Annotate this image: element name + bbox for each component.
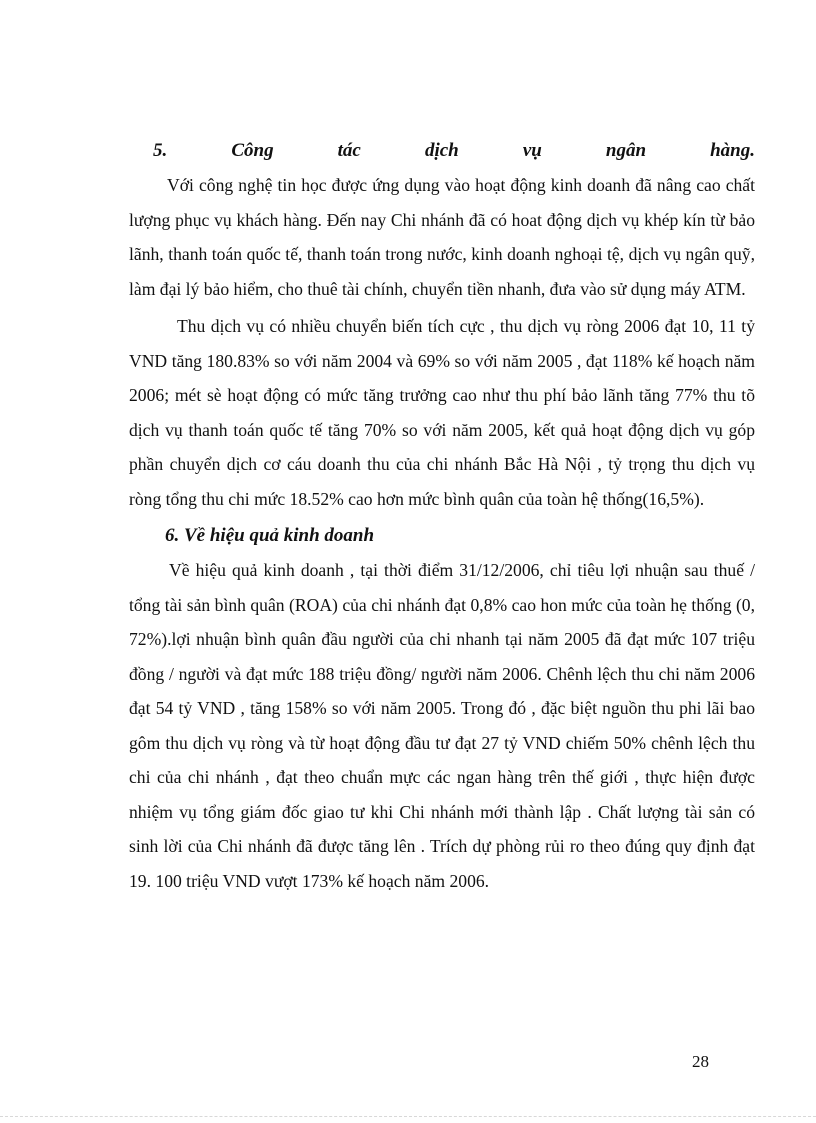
heading-word: vụ — [522, 140, 542, 161]
section-5-paragraph-2: Thu dịch vụ có nhiều chuyển biến tích cực , thu dịch vụ ròng 2006 đạt 10, 11 tỷ VND tăng 180.83% so với năm 2004 và 69% so với năm 2005 , đạt 118% kế hoạch năm 2006; mét sè hoạt động có mức tăng trưởng cao như thu phí bảo lãnh tăng 77% thu tõ dịch vụ thanh toán quốc tế tăng 70% so với năm 2005, kết quả hoạt động dịch vụ góp phần chuyển dịch cơ cáu doanh thu của chi nhánh Bắc Hà Nội , tỷ trọng thu dịch vụ ròng tổng thu chi mức 18.52% cao hơn mức bình quân của toàn hệ thống(16,5%). — [129, 316, 755, 509]
heading-word: tác — [337, 140, 361, 161]
heading-word: hàng. — [710, 140, 755, 161]
section-6-paragraph-1: Về hiệu quả kinh doanh , tại thời điểm 31/12/2006, chỉ tiêu lợi nhuận sau thuế / tổng tài sản bình quân (ROA) của chi nhánh đạt 0,8% cao hon mức của toàn hẹ thống (0, 72%).lợi nhuận bình quân đầu người của chi nhanh tại năm 2005 đã đạt mức 107 triệu đồng / người và đạt mức 188 triệu đồng/ người năm 2006. Chênh lệch thu chi năm 2006 đạt 54 tỷ VND , tăng 158% so với năm 2005. Trong đó , đặc biệt nguồn thu phi lãi bao gôm thu dịch vụ ròng và từ hoạt động đầu tư đạt 27 tỷ VND chiếm 50% chênh lệch thu chi của chi nhánh , đạt theo chuẩn mực các ngan hàng trên thế giới , thực hiện được nhiệm vụ tổng giám đốc giao tư khi Chi nhánh mới thành lập . Chất lượng tài sản có sinh lời của Chi nhánh đã được tăng lên . Trích dự phòng rủi ro theo đúng quy định đạt 19. 100 triệu VND vượt 173% kế hoạch năm 2006. — [129, 560, 755, 891]
section-6-heading: 6. Về hiệu quả kinh doanh — [165, 525, 375, 546]
section-5-heading — [129, 134, 755, 168]
page-content — [129, 134, 755, 901]
page-number: 28 — [692, 1052, 709, 1071]
heading-word: Công — [231, 140, 274, 161]
heading-word: dịch — [424, 140, 459, 161]
heading-word: 5. — [153, 140, 168, 161]
heading-word: ngân — [605, 140, 647, 161]
page-bottom-rule — [0, 1116, 816, 1117]
section-5-paragraph-1: Với công nghệ tin học được ứng dụng vào hoạt động kinh doanh đã nâng cao chất lượng phục vụ khách hàng. Đến nay Chi nhánh đã có hoat động dịch vụ khép kín từ bảo lãnh, thanh toán quốc tế, thanh toán trong nước, kinh doanh nghoại tệ, dịch vụ ngân quỹ, làm đại lý bảo hiểm, cho thuê tài chính, chuyển tiền nhanh, đưa vào sử dụng máy ATM. — [129, 175, 755, 299]
